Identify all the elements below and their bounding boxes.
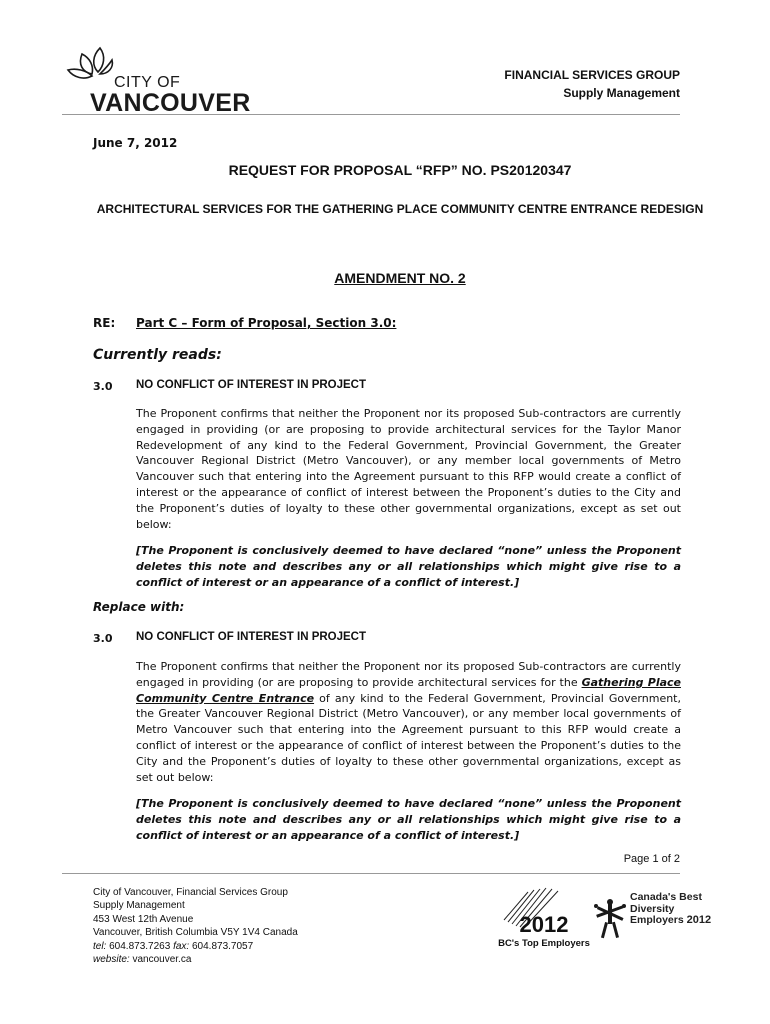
bc-year-text: 2012: [519, 912, 569, 937]
logo-text-vancouver: VANCOUVER: [90, 89, 251, 117]
footer-line: 453 West 12th Avenue: [93, 913, 194, 925]
cbd-employers: Employers: [630, 914, 684, 926]
fax-label: fax:: [173, 940, 190, 952]
project-title: ARCHITECTURAL SERVICES FOR THE GATHERING PLACE COMMUNITY CENTRE ENTRANCE REDESIGN: [96, 202, 704, 216]
current-note: [The Proponent is conclusively deemed to have declared “none” unless the Proponent deletes this note and describes any or all relationships which might give rise to a conflict of interest or an appearance of a conflict of interest.]: [136, 544, 681, 589]
paragraph-text: The Proponent confirms that neither the Proponent nor its proposed Sub-contractors are currently engaged in providing (or are proposing to provide architectural services for the: [136, 660, 681, 689]
section-number: 3.0: [93, 632, 113, 645]
section-number: 3.0: [93, 380, 113, 393]
document-date: June 7, 2012: [93, 136, 178, 150]
cbd-year: 2012: [686, 914, 712, 926]
logo-text-city-of: CITY OF: [114, 74, 181, 91]
diversity-emblem: [590, 892, 630, 944]
bc-award-text: BC's Top Employers: [498, 938, 590, 949]
diversity-award-text: [630, 892, 711, 927]
re-label: RE:: [93, 316, 116, 330]
replacement-note: [The Proponent is conclusively deemed to have declared “none” unless the Proponent deletes this note and describes any or all relationships which might give rise to a conflict of interest or an appearance of a conflict of interest.]: [136, 797, 681, 842]
bc-top-employers-badge: [494, 880, 594, 950]
section-title: NO CONFLICT OF INTEREST IN PROJECT: [136, 631, 367, 643]
city-of-vancouver-logo: [62, 44, 251, 117]
footer-line: Vancouver, British Columbia V5Y 1V4 Canada: [93, 927, 298, 939]
bc-top-employers-logo-icon: [494, 880, 594, 950]
footer-line: Supply Management: [93, 900, 185, 912]
section-title: NO CONFLICT OF INTEREST IN PROJECT: [136, 379, 367, 391]
snowflake-figure-icon: [590, 892, 630, 944]
footer-address: [93, 886, 298, 966]
replace-with-heading: Replace with:: [93, 600, 185, 614]
footer-divider: [62, 873, 680, 874]
rfp-title: REQUEST FOR PROPOSAL “RFP” NO. PS20120347: [228, 162, 572, 178]
amendment-title: AMENDMENT NO. 2: [334, 270, 466, 286]
cbd-line: Canada's Best: [630, 891, 702, 903]
emphasized-text: Gathering Place Community Centre Entrance: [136, 675, 681, 705]
footer-website: [93, 953, 298, 966]
footer-line: City of Vancouver, Financial Services Group: [93, 887, 288, 898]
header-divider: [62, 114, 680, 115]
replacement-paragraph: [136, 659, 681, 785]
division-name: Supply Management: [563, 86, 680, 100]
current-paragraph: The Proponent confirms that neither the Proponent nor its proposed Sub-contractors are currently engaged in providing (or are proposing to provide architectural services for the Taylor Manor Redevelopment of any kind to the Federal Government, Provincial Government, the Greater Vancouver Regional District (Metro Vancouver), or any member local governments of Metro Vancouver such that entering into the Agreement pursuant to this RFP would create a conflict of interest or the appearance of conflict of interest between the Proponent’s duties to the City and the Proponent’s duties of loyalty to these other governmental organizations, except as set out below:: [136, 407, 681, 531]
department-name: FINANCIAL SERVICES GROUP: [504, 68, 680, 82]
flower-emblem-icon: [62, 44, 122, 94]
website-label: website:: [93, 954, 130, 966]
cbd-line: [630, 915, 711, 927]
re-subject: Part C – Form of Proposal, Section 3.0:: [136, 316, 397, 330]
currently-reads-heading: Currently reads:: [93, 347, 222, 363]
page-number: Page 1 of 2: [623, 853, 680, 865]
footer-contact: [93, 940, 298, 953]
website-url: vancouver.ca: [132, 954, 192, 966]
tel-label: tel:: [93, 940, 107, 952]
cbd-line: Diversity: [630, 902, 675, 915]
fax-number: 604.873.7057: [191, 940, 254, 952]
paragraph-text: of any kind to the Federal Government, Provincial Government, the Greater Vancouver Regional District (Metro Vancouver), or any member local governments of Metro Vancouver such that entering into the Agreement pursuant to this RFP would create a conflict of interest or the appearance of conflict of interest between the Proponent’s duties to the City and the Proponent’s duties of loyalty to these other governmental organizations, except as set out below:: [136, 691, 681, 784]
tel-number: 604.873.7263: [109, 940, 171, 952]
